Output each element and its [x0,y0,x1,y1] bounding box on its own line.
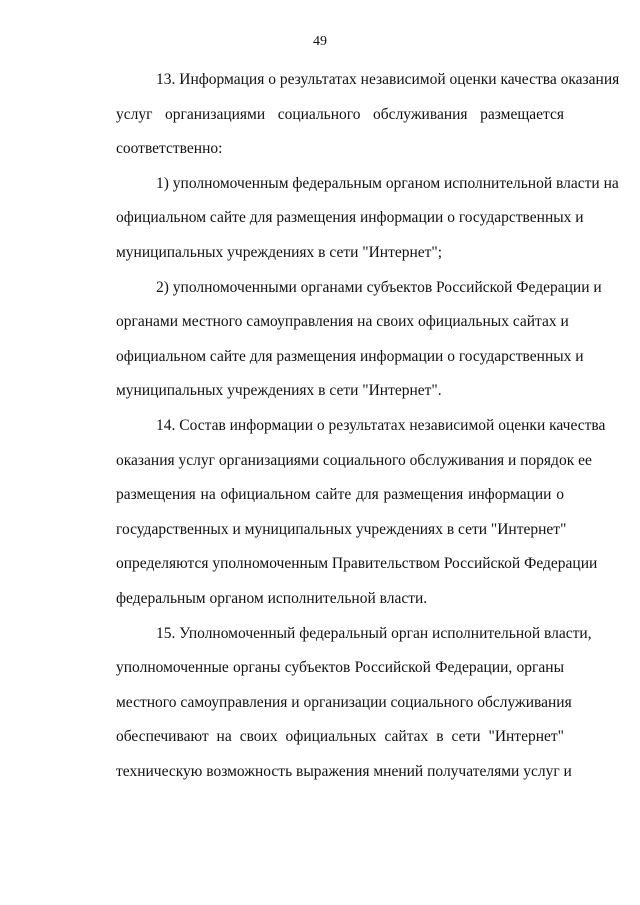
text-line: муниципальных учреждениях в сети "Интернет"; [116,243,443,261]
list-item-2 [76,271,602,409]
text-line: государственных и муниципальных учреждениях в сети "Интернет" [116,520,567,538]
paragraph-13 [76,63,620,167]
text-line: местного самоуправления и организации социального обслуживания [116,693,572,711]
text-line: 13. Информация о результатах независимой оценки качества оказания [156,71,620,88]
text-line: муниципальных учреждениях в сети "Интернет". [116,382,442,400]
text-line: размещения на официальном сайте для размещения информации о [116,486,564,504]
text-line: обеспечивают на своих официальных сайтах в сети "Интернет" [116,728,564,746]
text-line: уполномоченные органы субъектов Российской Федерации, органы [116,659,564,677]
text-line: услуг организациями социального обслуживания размещается [116,105,564,123]
text-line: 14. Состав информации о результатах независимой оценки качества [156,416,606,434]
text-line: официальном сайте для размещения информации о государственных и [116,347,584,365]
text-line: соответственно: [116,140,223,158]
page-number: 49 [313,34,327,49]
list-item-1 [76,167,619,271]
paragraph-15 [76,617,592,790]
text-line: официальном сайте для размещения информации о государственных и [116,209,584,227]
paragraph-14 [76,409,606,617]
text-line: оказания услуг организациями социального обслуживания и порядок ее [116,451,592,469]
document-body [76,63,620,789]
text-line: органами местного самоуправления на своих официальных сайтах и [116,313,569,331]
text-line: техническую возможность выражения мнений получателями услуг и [116,762,572,780]
text-line: федеральным органом исполнительной власти. [116,589,428,607]
text-line: определяются уполномоченным Правительством Российской Федерации [116,555,598,573]
text-line: 2) уполномоченными органами субъектов Российской Федерации и [156,278,602,296]
text-line: 1) уполномоченным федеральным органом исполнительной власти на [156,174,619,192]
text-line: 15. Уполномоченный федеральный орган исполнительной власти, [156,624,592,642]
